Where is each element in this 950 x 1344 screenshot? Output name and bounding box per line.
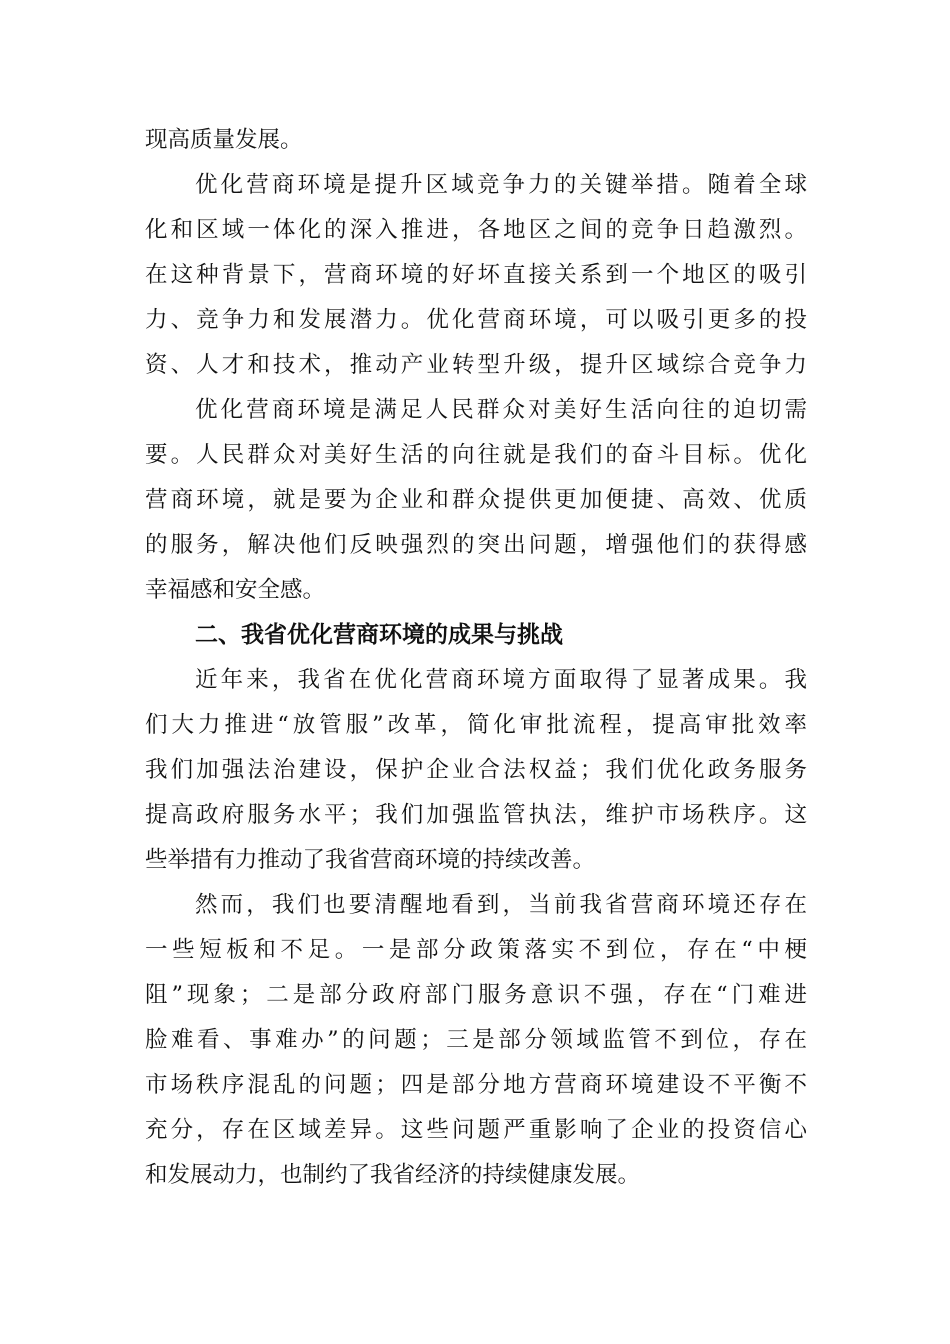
- text-line: 脸难看、事难办”的问题；三是部分领域监管不到位，存在: [145, 1027, 807, 1053]
- paragraph-start-line: 优化营商环境是提升区域竞争力的关键举措。随着全球: [195, 172, 807, 198]
- paragraph-start-line: 然而，我们也要清醒地看到，当前我省营商环境还存在: [195, 892, 807, 918]
- text-line: 些举措有力推动了我省营商环境的持续改善。: [145, 847, 596, 873]
- text-line: 们大力推进“放管服”改革，简化审批流程，提高审批效率: [145, 712, 807, 738]
- text-line: 的服务，解决他们反映强烈的突出问题，增强他们的获得感: [145, 532, 807, 558]
- text-line: 一些短板和不足。一是部分政策落实不到位，存在“中梗: [145, 937, 807, 963]
- text-line: 要。人民群众对美好生活的向往就是我们的奋斗目标。优化: [145, 442, 807, 468]
- text-line: 在这种背景下，营商环境的好坏直接关系到一个地区的吸引: [145, 262, 807, 288]
- text-line: 我们加强法治建设，保护企业合法权益；我们优化政务服务: [145, 757, 807, 783]
- text-line: 幸福感和安全感。: [145, 577, 326, 603]
- text-line: 阻”现象；二是部分政府部门服务意识不强，存在“门难进: [145, 982, 807, 1008]
- paragraph-start-line: 优化营商环境是满足人民群众对美好生活向往的迫切需: [195, 397, 807, 423]
- text-line: 资、人才和技术，推动产业转型升级，提升区域综合竞争力: [145, 352, 807, 378]
- body-text: [145, 118, 807, 1198]
- text-line: 现高质量发展。: [145, 127, 303, 153]
- text-line: 市场秩序混乱的问题；四是部分地方营商环境建设不平衡不: [145, 1072, 807, 1098]
- text-line: 营商环境，就是要为企业和群众提供更加便捷、高效、优质: [145, 487, 807, 513]
- text-line: 力、竞争力和发展潜力。优化营商环境，可以吸引更多的投: [145, 307, 807, 333]
- text-line: 充分，存在区域差异。这些问题严重影响了企业的投资信心: [145, 1117, 807, 1143]
- text-line: 和发展动力，也制约了我省经济的持续健康发展。: [145, 1162, 641, 1188]
- paragraph-start-line: 近年来，我省在优化营商环境方面取得了显著成果。我: [195, 667, 807, 693]
- text-line: 提高政府服务水平；我们加强监管执法，维护市场秩序。这: [145, 802, 807, 828]
- text-line: 化和区域一体化的深入推进，各地区之间的竞争日趋激烈。: [145, 217, 807, 243]
- section-heading: 二、我省优化营商环境的成果与挑战: [195, 622, 563, 648]
